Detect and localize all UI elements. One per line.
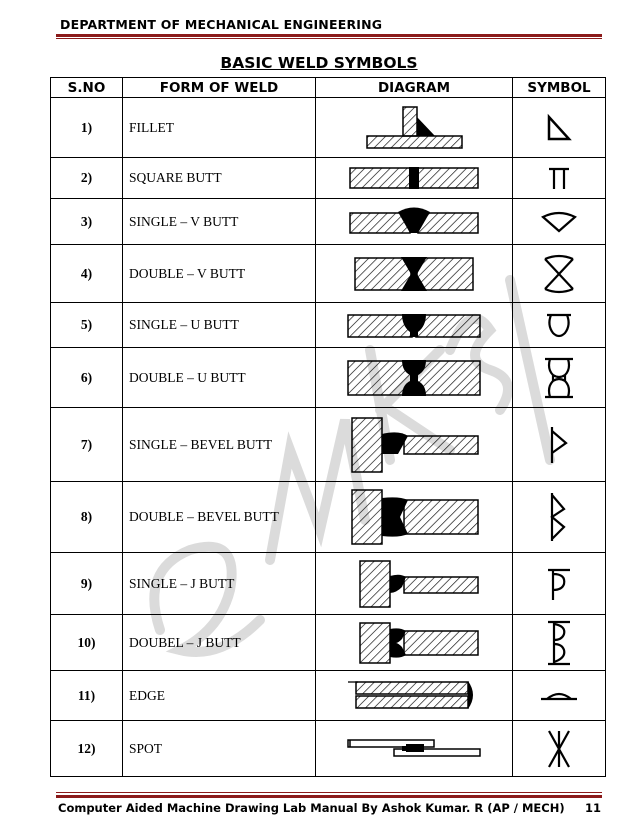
weld-form: DOUBLE – U BUTT xyxy=(123,348,316,408)
weld-form: DOUBLE – V BUTT xyxy=(123,245,316,303)
weld-form: SINGLE – BEVEL BUTT xyxy=(123,408,316,482)
fillet-symbol xyxy=(513,98,606,158)
square-butt-symbol xyxy=(513,158,606,199)
footer-text: Computer Aided Machine Drawing Lab Manual By Ashok Kumar. R (AP / MECH) xyxy=(58,801,565,815)
double-u-symbol xyxy=(513,348,606,408)
weld-form: SINGLE – J BUTT xyxy=(123,553,316,615)
row-number: 12) xyxy=(51,721,123,777)
weld-form: SINGLE – V BUTT xyxy=(123,199,316,245)
spot-symbol xyxy=(513,721,606,777)
single-v-diagram xyxy=(316,199,513,245)
double-v-symbol xyxy=(513,245,606,303)
row-number: 6) xyxy=(51,348,123,408)
weld-form: FILLET xyxy=(123,98,316,158)
double-bevel-diagram xyxy=(316,482,513,553)
department-header: DEPARTMENT OF MECHANICAL ENGINEERING xyxy=(60,17,383,32)
column-header-diagram: DIAGRAM xyxy=(316,78,513,98)
table-row xyxy=(51,408,606,482)
single-u-diagram xyxy=(316,303,513,348)
row-number: 5) xyxy=(51,303,123,348)
fillet-diagram xyxy=(316,98,513,158)
double-v-diagram xyxy=(316,245,513,303)
edge-diagram xyxy=(316,671,513,721)
column-header-form: FORM OF WELD xyxy=(123,78,316,98)
table-row xyxy=(51,245,606,303)
edge-symbol xyxy=(513,671,606,721)
double-u-diagram xyxy=(316,348,513,408)
table-row xyxy=(51,482,606,553)
single-j-diagram xyxy=(316,553,513,615)
weld-form: DOUBLE – BEVEL BUTT xyxy=(123,482,316,553)
single-u-symbol xyxy=(513,303,606,348)
double-j-symbol xyxy=(513,615,606,671)
table-row xyxy=(51,199,606,245)
row-number: 9) xyxy=(51,553,123,615)
page-number: 11 xyxy=(585,801,602,815)
column-header-sno: S.NO xyxy=(51,78,123,98)
row-number: 2) xyxy=(51,158,123,199)
row-number: 11) xyxy=(51,671,123,721)
row-number: 1) xyxy=(51,98,123,158)
header-rule xyxy=(56,34,602,37)
table-header-row xyxy=(51,78,606,98)
single-j-symbol xyxy=(513,553,606,615)
weld-form: DOUBEL – J BUTT xyxy=(123,615,316,671)
footer-rule-thin xyxy=(56,792,602,793)
row-number: 3) xyxy=(51,199,123,245)
weld-form: EDGE xyxy=(123,671,316,721)
double-bevel-symbol xyxy=(513,482,606,553)
double-j-diagram xyxy=(316,615,513,671)
column-header-symbol: SYMBOL xyxy=(513,78,606,98)
table-row xyxy=(51,671,606,721)
spot-diagram xyxy=(316,721,513,777)
row-number: 7) xyxy=(51,408,123,482)
table-row xyxy=(51,158,606,199)
header-rule-thin xyxy=(56,38,602,39)
single-v-symbol xyxy=(513,199,606,245)
table-row xyxy=(51,303,606,348)
footer-rule xyxy=(56,795,602,798)
table-row xyxy=(51,553,606,615)
table-row xyxy=(51,348,606,408)
single-bevel-symbol xyxy=(513,408,606,482)
table-row xyxy=(51,615,606,671)
weld-form: SINGLE – U BUTT xyxy=(123,303,316,348)
row-number: 8) xyxy=(51,482,123,553)
row-number: 4) xyxy=(51,245,123,303)
table-row xyxy=(51,98,606,158)
single-bevel-diagram xyxy=(316,408,513,482)
weld-form: SPOT xyxy=(123,721,316,777)
row-number: 10) xyxy=(51,615,123,671)
page-title: BASIC WELD SYMBOLS xyxy=(220,54,418,72)
weld-form: SQUARE BUTT xyxy=(123,158,316,199)
weld-symbols-table xyxy=(50,77,606,777)
square-butt-diagram xyxy=(316,158,513,199)
table-row xyxy=(51,721,606,777)
